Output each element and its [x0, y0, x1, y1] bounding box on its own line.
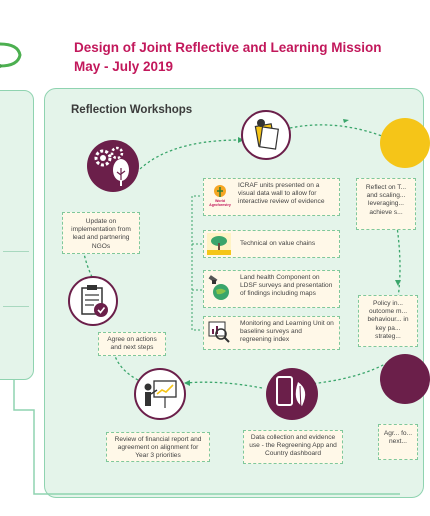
arrowhead: [184, 380, 190, 386]
component-icraf-text: ICRAF units presented on a visual data wall to allow for interactive review of evidence: [238, 182, 325, 206]
component-value-chains-text: Technical on value chains: [240, 240, 316, 247]
tree-landscape-icon: [207, 233, 231, 255]
world-agroforestry-logo: [207, 183, 233, 211]
step-reflect-box: Reflect on T... and scaling... leveraging... achieve s...: [356, 178, 416, 230]
documents-icon: [241, 110, 291, 160]
satellite-globe-icon: [207, 275, 231, 301]
step-update-box: Update on implementation from lead and partnering NGOs: [62, 212, 140, 254]
gears-tree-icon: [87, 140, 139, 192]
checklist-icon: [68, 276, 118, 326]
title-line-1: Design of Joint Reflective and Learning Mission: [74, 40, 382, 55]
step-data-collection-box: Data collection and evidence use - the Regreening App and Country dashboard: [243, 430, 343, 464]
section-title: Reflection Workshops: [71, 104, 193, 116]
title-line-2: May - July 2019: [74, 59, 174, 74]
arrowhead: [343, 119, 349, 123]
step-agree-next-box: Agree on actions and next steps: [98, 332, 166, 356]
step-policy-box: Policy in... outcome m... behaviour... in key pa... strateg...: [358, 295, 418, 347]
component-land-health-text: Land health Component on LDSF surveys and presentation of findings including maps: [240, 274, 333, 298]
magnifier-chart-icon: [207, 320, 231, 344]
phone-leaf-icon: [266, 368, 318, 420]
component-monitoring-text: Monitoring and Learning Unit on baseline surveys and regreening index: [240, 320, 334, 344]
world-agroforestry-logo-text: World Agroforestry: [209, 199, 231, 207]
presentation-icon: [134, 368, 186, 420]
step-financial-box: Review of financial report and agreement on alignment for Year 3 priorities: [106, 432, 210, 462]
reflect-step-circle: [380, 118, 430, 168]
agree-step-circle: [380, 354, 430, 404]
step-agree-right-box: Agr... fo... next...: [378, 424, 418, 460]
